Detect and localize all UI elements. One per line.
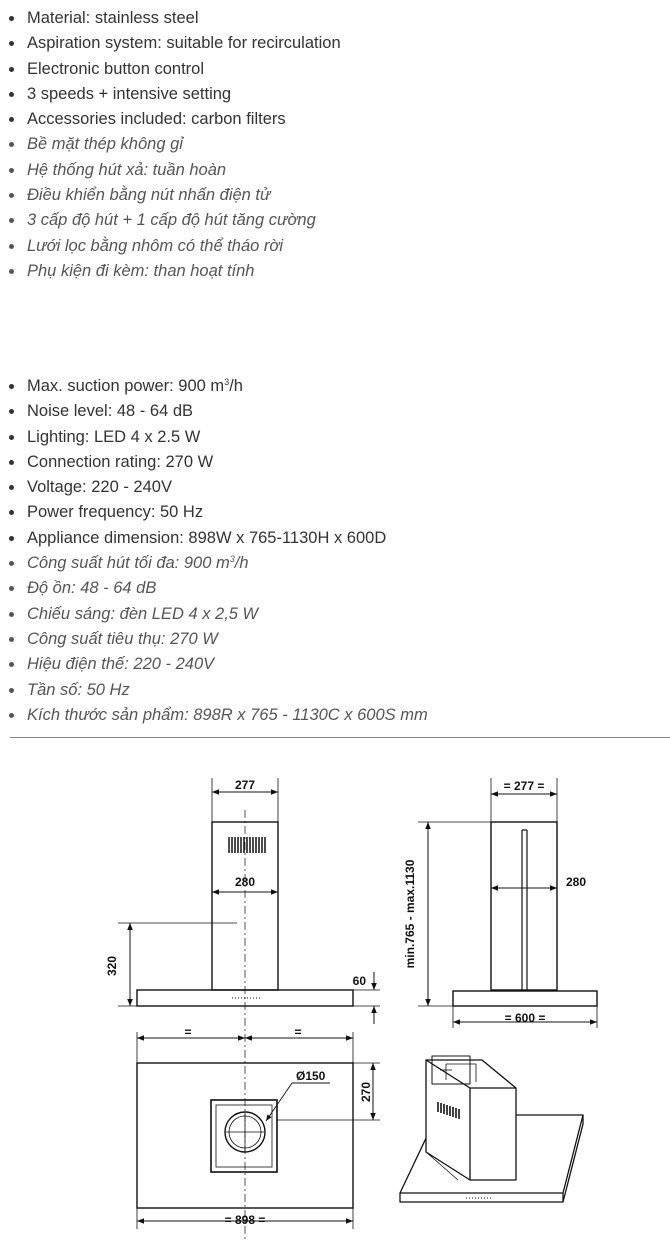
top-depth-label: 270 [359, 1081, 373, 1103]
list-item: Kích thước sản phẩm: 898R x 765 - 1130C x 600S mm [0, 703, 428, 728]
list-item: Connection rating: 270 W [0, 450, 428, 475]
list-item: Độ ồn: 48 - 64 dB [0, 576, 428, 601]
list-item: Lưới lọc bằng nhôm có thể tháo rời [0, 234, 341, 259]
top-view [137, 1032, 380, 1229]
specifications-list [0, 374, 428, 728]
list-item: Max. suction power: 900 $m^3/h$ [0, 374, 428, 399]
front-chimney-width-label: 277 [234, 778, 256, 792]
top-half-right-label: = [294, 1025, 302, 1039]
list-item: Công suất hút tối đa: 900 $m^3/h$ [0, 551, 428, 576]
list-item: Hệ thống hút xả: tuần hoàn [0, 158, 341, 183]
side-view [418, 778, 597, 1028]
front-view [118, 778, 380, 1240]
list-item: Aspiration system: suitable for recirculation [0, 31, 341, 56]
list-item: Công suất tiêu thụ: 270 W [0, 627, 428, 652]
front-canopy-height-label: 60 [352, 974, 366, 988]
front-height-label: 320 [105, 955, 119, 977]
top-half-left-label: = [184, 1025, 192, 1039]
side-chimney-width-label: = 277 = [503, 779, 545, 793]
list-item: Chiếu sáng: đèn LED 4 x 2,5 W [0, 602, 428, 627]
divider [10, 737, 670, 738]
top-width-label: = 898 = [224, 1213, 266, 1227]
list-item: Phụ kiện đi kèm: than hoạt tính [0, 259, 341, 284]
side-inner-width-label: 280 [566, 875, 587, 889]
side-height-range-label: min.765 - max.1130 [403, 859, 417, 969]
list-item: Điều khiển bằng nút nhấn điện tử [0, 183, 341, 208]
list-item: 3 cấp độ hút + 1 cấp độ hút tăng cường [0, 208, 341, 233]
technical-drawing [0, 740, 670, 1240]
list-item: Accessories included: carbon filters [0, 107, 341, 132]
list-item: Voltage: 220 - 240V [0, 475, 428, 500]
list-item: Hiệu điện thế: 220 - 240V [0, 652, 428, 677]
list-item: Power frequency: 50 Hz [0, 500, 428, 525]
list-item: Lighting: LED 4 x 2.5 W [0, 425, 428, 450]
front-inner-width-label: 280 [234, 875, 256, 889]
list-item: Electronic button control [0, 57, 341, 82]
list-item: Noise level: 48 - 64 dB [0, 399, 428, 424]
isometric-view [400, 1056, 583, 1202]
list-item: Appliance dimension: 898W x 765-1130H x 600D [0, 526, 428, 551]
list-item: Bề mặt thép không gỉ [0, 132, 341, 157]
list-item: Tần số: 50 Hz [0, 678, 428, 703]
features-list [0, 6, 341, 284]
side-depth-label: = 600 = [504, 1011, 546, 1025]
top-duct-diameter-label: Ø150 [296, 1069, 326, 1083]
list-item: 3 speeds + intensive setting [0, 82, 341, 107]
list-item: Material: stainless steel [0, 6, 341, 31]
